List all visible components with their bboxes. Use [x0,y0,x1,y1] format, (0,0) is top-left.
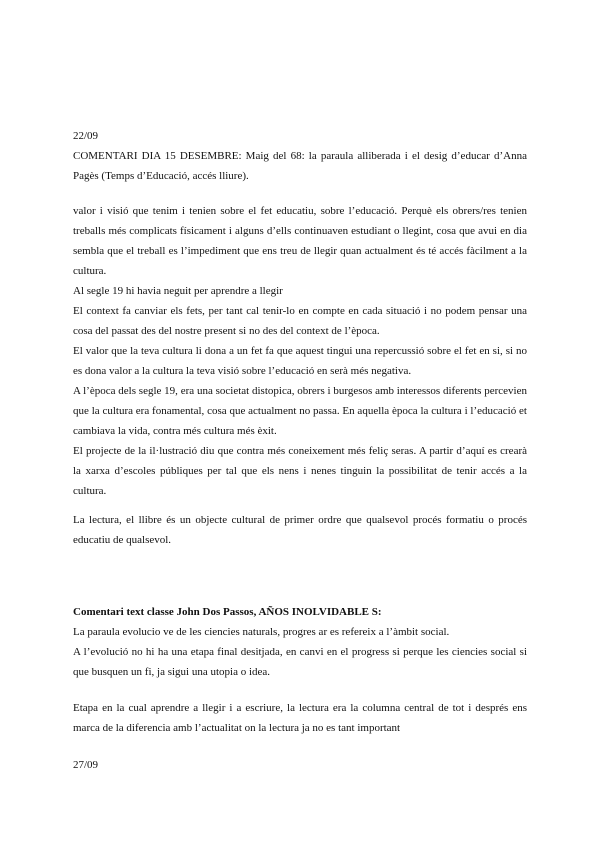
paragraph: A l’època dels segle 19, era una societat distopica, obrers i burgesos amb interessos diferents percevien que la cultura era fonamental, cosa que actualment no passa. En aquella època la cultura i l’educació et cambiava la vida, contra més cultura més èxit. [73,385,527,437]
reading-note [73,510,527,550]
date-heading-1 [73,126,527,146]
date-label: 27/09 [73,759,99,771]
paragraph: El valor que la teva cultura li dona a un fet fa que aquest tingui una repercussió sobre el fet en si, si no es dona valor a la cultura la teva visió sobre l’educació en serà més negativa. [73,345,527,377]
reading-stage-note [73,698,527,738]
paragraph: Al segle 19 hi havia neguit per aprendre a llegir [73,285,283,297]
paragraph: El projecte de la il·lustració diu que contra més coneixement més feliç seras. A partir d’aquí es crearà la xarxa d’escoles públiques per tal que els nens i nenes tinguin la possibilitat de tenir accés a la cultura. [73,445,527,497]
comment-title: COMENTARI DIA 15 DESEMBRE: Maig del 68: la paraula alliberada i el desig d’educar d’Anna Pagès (Temps d’Educació, accés lliure). [73,150,527,182]
date-label: 22/09 [73,130,99,142]
comment-body [73,201,527,501]
class-comment-heading [73,602,527,622]
paragraph: Etapa en la cual aprendre a llegir i a escriure, la lectura era la columna central de tot i després ens marca de la diferencia amb l’actualitat on la lectura ja no es tant important [73,702,527,734]
paragraph: La lectura, el llibre és un objecte cultural de primer ordre que qualsevol procés formatiu o procés educatiu de qualsevol. [73,514,527,546]
paragraph: La paraula evolucio ve de les ciencies naturals, progres ar es refereix a l’àmbit social. [73,626,450,638]
date-heading-2 [73,755,527,775]
class-comment-title: Comentari text classe John Dos Passos, AÑOS INOLVIDABLE S: [73,606,382,618]
paragraph: valor i visió que tenim i tenien sobre el fet educatiu, sobre l’educació. Perquè els obrers/res tenien treballs més complicats físicament i alguns d’ells continuaven estudiant o llegint, cosa que avui en dia sembla que el treball es l’impediment que ens treu de llegir quan actualment és té accés fàcilment a la cultura. [73,205,527,277]
class-comment-body [73,622,527,682]
paragraph: El context fa canviar els fets, per tant cal tenir-lo en compte en cada situació i no podem pensar una cosa del passat des del nostre present si no des del context de l’època. [73,305,527,337]
comment-heading [73,146,527,186]
paragraph: A l’evolució no hi ha una etapa final desitjada, en canvi en el progress si perque les ciencies social si que busquen un fi, ja sigui una utopia o idea. [73,646,527,678]
